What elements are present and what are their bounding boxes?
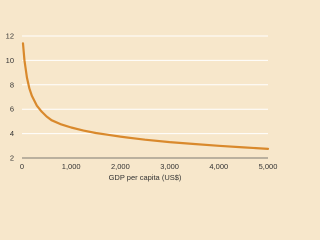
y-tick-label: 12 <box>5 31 14 41</box>
series-layer <box>23 43 268 149</box>
x-tick-label: 3,000 <box>160 162 179 171</box>
x-tick-label: 4,000 <box>209 162 229 171</box>
y-tick-label: 10 <box>5 55 14 65</box>
series-line <box>23 43 268 149</box>
y-tick-label: 2 <box>9 153 14 163</box>
y-tick-label: 6 <box>9 104 14 114</box>
y-tick-label: 8 <box>9 80 14 90</box>
y-tick-label: 4 <box>9 129 14 139</box>
x-tick-label: 0 <box>19 162 25 171</box>
grid-lines <box>22 36 268 134</box>
x-tick-labels <box>20 162 277 171</box>
x-axis-title: GDP per capita (US$) <box>108 173 182 182</box>
x-tick-label: 5,000 <box>258 162 278 171</box>
y-tick-labels <box>6 32 14 163</box>
x-tick-label: 2,000 <box>111 162 130 171</box>
x-tick-label: 1,000 <box>61 162 81 171</box>
